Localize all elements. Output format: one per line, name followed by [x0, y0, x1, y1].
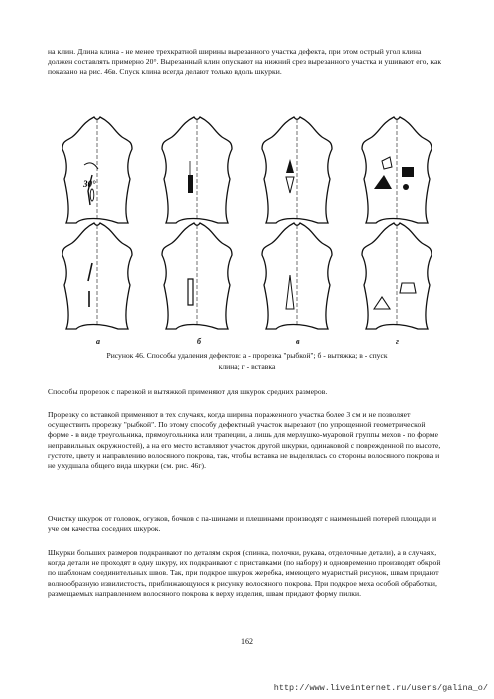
label-g: г — [396, 337, 399, 346]
pelt-a-bottom — [62, 223, 132, 329]
source-watermark: http://www.liveinternet.ru/users/galina_o/ — [273, 683, 488, 693]
paragraph-3: Очистку шкурок от головок, огузков, бочков с па-шинами и плешинами производят с наименьшей потерей площади и уче ом качества соседних шкурок. — [48, 514, 437, 534]
angle-note: 30° — [83, 179, 96, 189]
defect-removal-figure — [62, 113, 432, 335]
label-b: б — [197, 337, 201, 346]
label-v: в — [296, 337, 300, 346]
pelt-a-top — [62, 117, 132, 223]
paragraph-1: Способы прорезок с парезкой и вытяжкой применяют для шкурок средних размеров. — [48, 387, 328, 396]
intro-paragraph: на клин. Длина клина - не менее трехкратной ширины вырезанного участка дефекта, при этом острый угол клина должен составлять примерно 20°. Вырезанный клин опускают на нижний срез вырезанного участка и ушивают его, как показано на рис. 46в. Спуск клина всегда делают только вдоль шкурки. — [48, 47, 442, 77]
paragraph-4: Шкурки больших размеров подкраивают по деталям скроя (спинка, полочки, рукава, отделочные детали), а в случаях, когда детали не проходят в одну шкуру, их подкраивают с приставками (по набору) и одновременно производят обкрой по шаблонам соединительных швов. Так, при подкрое шкурок жеребка, имеющего муаристый рисунок, швам придают волнообразную извилистость, приближающуюся к рисунку волосяного покрова. При подкрое меха особой обработки, размещаемых направлением волосяного покрова к верху изделия, швам придают форму пилки. — [48, 548, 441, 598]
pelt-g-top — [362, 117, 432, 223]
pelt-v-bottom — [262, 223, 332, 329]
paragraph-2: Прорезку со вставкой применяют в тех случаях, когда ширина пораженного участка более 3 см и не позволяет осуществить прорезку "рыбкой". По этому способу дефектный участок вырезают (по упрощенной геометрической форме - в виде треугольника, прямоугольника или трапеции, а лишь для мерлушко-муаровой группы мехов - по форме неправильных окружностей), а на его место вставляют участок другой шкурки, одинаковой с поврежденной по высоте, густоте, цвету и направлению волосяного покрова, так, чтобы вставка не выделялась со стороны волосяного покрова и не ухудшала общего вида шкурки (см. рис. 46г). — [48, 410, 441, 471]
pelt-b-top — [162, 117, 232, 223]
page-number: 162 — [241, 637, 253, 646]
pelt-g-bottom — [362, 223, 432, 329]
label-a: а — [96, 337, 100, 346]
pelt-b-bottom — [162, 223, 232, 329]
pelt-v-top — [262, 117, 332, 223]
stretch-area — [188, 175, 193, 193]
figure-caption-line1: Рисунок 46. Способы удаления дефектов: а - прорезка "рыбкой"; б - вытяжка; в - спуск — [106, 351, 388, 360]
figure-caption-line2: клина; г - вставка — [218, 362, 276, 371]
